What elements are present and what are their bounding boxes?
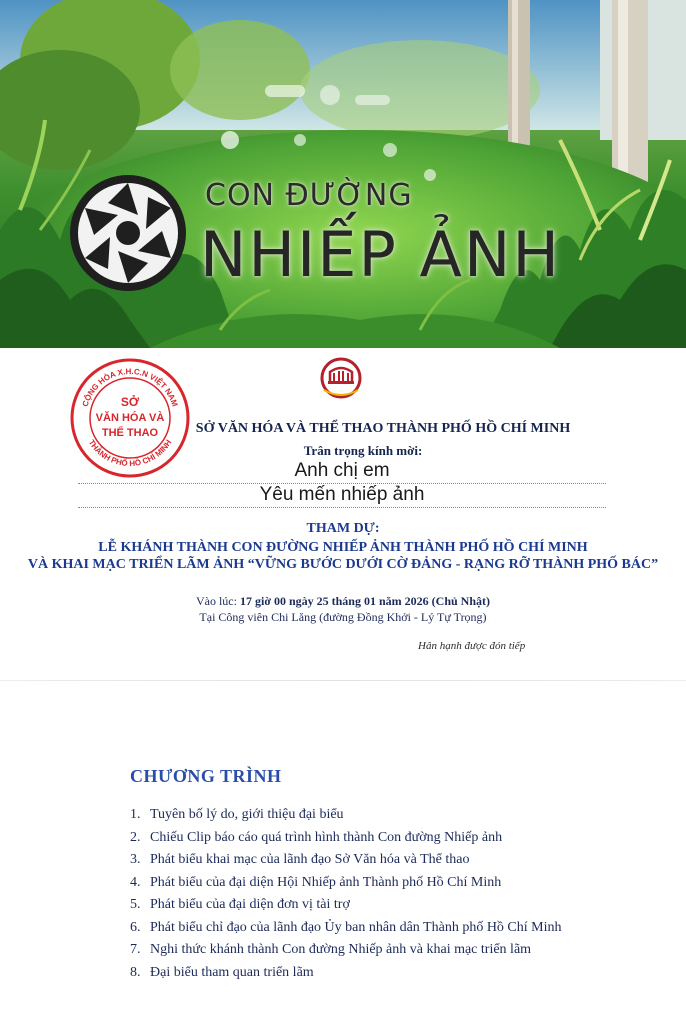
program-item-text: Tuyên bố lý do, giới thiệu đại biểu <box>150 807 344 822</box>
invitee-name-2: Yêu mến nhiếp ảnh <box>259 484 425 505</box>
program-item <box>130 872 562 895</box>
program-item-text: Nghi thức khánh thành Con đường Nhiếp ảnh và khai mạc triển lãm <box>150 942 532 957</box>
program-item <box>130 827 562 850</box>
stamp-bottom-text: THÀNH PHỐ HỒ CHÍ MINH <box>86 438 174 469</box>
welcome-note: Hân hạnh được đón tiếp <box>418 640 526 652</box>
time-value: 17 giờ 00 ngày 25 tháng 01 năm 2026 (Chủ Nhật) <box>239 594 490 608</box>
banner <box>0 0 686 348</box>
program-item-number: 5. <box>130 897 141 912</box>
program-item-text: Phát biểu chỉ đạo của lãnh đạo Ủy ban nhân dân Thành phố Hồ Chí Minh <box>150 919 562 935</box>
program-item-text: Phát biểu khai mạc của lãnh đạo Sở Văn hóa và Thể thao <box>150 852 470 867</box>
program-item-text: Phát biểu của đại diện đơn vị tài trợ <box>150 897 350 912</box>
event-place: Tại Công viên Chi Lăng (đường Đồng Khởi - Lý Tự Trọng) <box>199 610 487 624</box>
camera-shutter-icon <box>70 175 186 291</box>
program-item <box>130 917 562 940</box>
program-item-text: Đại biểu tham quan triển lãm <box>150 964 314 980</box>
program-item-number: 6. <box>130 919 141 935</box>
invitee-line-1 <box>78 460 606 482</box>
time-label: Vào lúc: <box>195 594 237 608</box>
respect-line: Trân trọng kính mời: <box>303 443 423 458</box>
stamp-top-text: CỘNG HÒA X.H.C.N VIỆT NAM <box>80 366 180 408</box>
program-item-number: 3. <box>130 852 141 867</box>
attend-heading: THAM DỰ: <box>306 521 380 536</box>
fold-line <box>0 680 686 681</box>
banner-title-big: NHIẾP ẢNH <box>200 218 561 291</box>
program-item <box>130 894 562 917</box>
invitee-name-1: Anh chị em <box>294 460 390 481</box>
program-item <box>130 804 562 827</box>
organization-name: SỞ VĂN HÓA VÀ THỂ THAO THÀNH PHỐ HỒ CHÍ MINH <box>195 421 571 436</box>
program-item-number: 7. <box>130 942 141 957</box>
theater-emblem-icon <box>314 356 368 400</box>
invitee-line-2 <box>78 484 606 506</box>
program-title: CHƯƠNG TRÌNH <box>130 766 282 786</box>
stamp-center-line2: VĂN HÓA VÀ <box>95 412 165 424</box>
program-item <box>130 939 562 962</box>
program-item <box>130 962 562 985</box>
banner-title-small: CON ĐƯỜNG <box>205 178 413 213</box>
stamp-center-line1: SỞ <box>120 395 140 409</box>
program-item-text: Phát biểu của đại diện Hội Nhiếp ảnh Thành phố Hồ Chí Minh <box>150 874 502 890</box>
program-item-number: 1. <box>130 807 141 822</box>
program-item-number: 8. <box>130 964 141 980</box>
program-item-text: Chiếu Clip báo cáo quá trình hình thành Con đường Nhiếp ảnh <box>150 829 503 845</box>
program-item <box>130 849 562 872</box>
program-item-number: 4. <box>130 874 141 890</box>
dotted-line <box>78 507 606 508</box>
stamp-center-line3: THỂ THAO <box>101 427 159 439</box>
exhibition-title: VÀ KHAI MẠC TRIỂN LÃM ẢNH “VỮNG BƯỚC DƯỚI CỜ ĐẢNG - RẠNG RỠ THÀNH PHỐ BÁC” <box>27 557 659 572</box>
program-item-number: 2. <box>130 829 141 845</box>
program-list <box>130 804 562 984</box>
garden-scene-image <box>0 0 686 348</box>
ceremony-title: LỄ KHÁNH THÀNH CON ĐƯỜNG NHIẾP ẢNH THÀNH PHỐ HỒ CHÍ MINH <box>98 540 588 555</box>
event-time <box>0 594 686 609</box>
